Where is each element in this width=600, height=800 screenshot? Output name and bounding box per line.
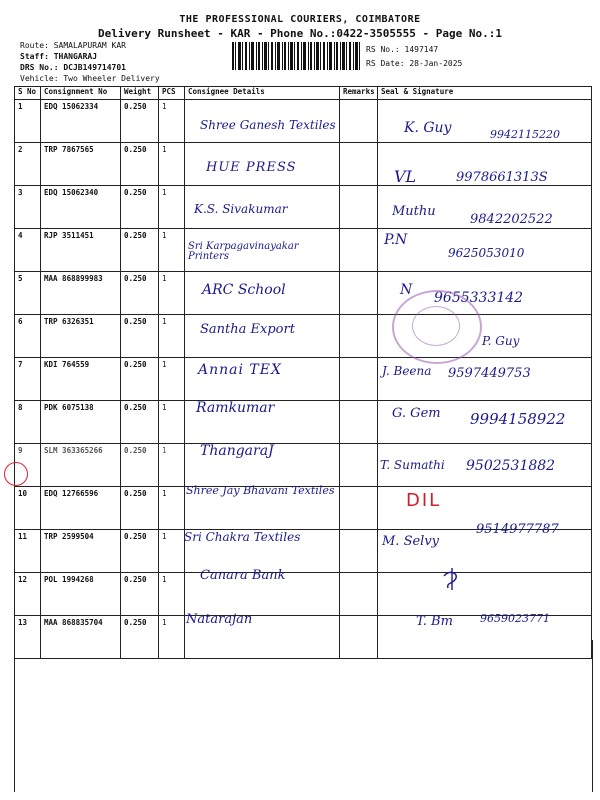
signature: K. Guy <box>404 120 452 136</box>
signature-mark <box>440 566 464 592</box>
consignment-cell: TRP 7867565 <box>41 143 121 186</box>
sno-cell: 2 <box>15 143 41 186</box>
signature: J. Beena <box>382 364 432 378</box>
consignment-cell: MAA 868835704 <box>41 616 121 659</box>
column-header-pcs: PCS <box>159 87 185 100</box>
signature-phone: 9978661313S <box>456 170 548 185</box>
handwritten-consignee: Ramkumar <box>196 400 275 416</box>
remarks-cell <box>340 229 378 272</box>
handwritten-consignee: Santha Export <box>200 322 295 337</box>
pcs-cell: 1 <box>159 229 185 272</box>
column-header-weight: Weight <box>121 87 159 100</box>
handwritten-consignee: Shree Ganesh Textiles <box>200 118 336 132</box>
column-header-sno: S No <box>15 87 41 100</box>
route-line: Route: SAMALAPURAM KAR <box>20 41 126 50</box>
weight-cell: 0.250 <box>121 401 159 444</box>
pcs-cell: 1 <box>159 444 185 487</box>
pcs-cell: 1 <box>159 143 185 186</box>
signature-phone: 9655333142 <box>434 290 524 306</box>
pcs-cell: 1 <box>159 100 185 143</box>
signature-phone: 9994158922 <box>470 410 566 428</box>
remarks-cell <box>340 100 378 143</box>
sno-cell: 7 <box>15 358 41 401</box>
pcs-cell: 1 <box>159 573 185 616</box>
weight-cell: 0.250 <box>121 315 159 358</box>
company-name: THE PROFESSIONAL COURIERS, COIMBATORE <box>179 14 421 25</box>
remarks-cell <box>340 186 378 229</box>
sno-cell: 5 <box>15 272 41 315</box>
weight-cell: 0.250 <box>121 229 159 272</box>
sno-cell: 8 <box>15 401 41 444</box>
remarks-cell <box>340 401 378 444</box>
sno-cell: 9 <box>15 444 41 487</box>
sno-cell: 11 <box>15 530 41 573</box>
signature: P. Guy <box>482 334 520 348</box>
weight-cell: 0.250 <box>121 143 159 186</box>
handwritten-consignee: K.S. Sivakumar <box>194 202 288 216</box>
rs-number: RS No.: 1497147 <box>366 45 439 54</box>
pcs-cell: 1 <box>159 358 185 401</box>
rs-date: RS Date: 28-Jan-2025 <box>366 59 463 68</box>
column-header-consignee: Consignee Details <box>185 87 340 100</box>
remarks-cell <box>340 315 378 358</box>
weight-cell: 0.250 <box>121 530 159 573</box>
runsheet-meta-left <box>20 40 160 84</box>
handwritten-consignee: Shree Jay Bhavani Textiles <box>186 484 335 497</box>
drs-line: DRS No.: DCJB149714701 <box>20 63 126 72</box>
consignment-cell: EDQ 15062334 <box>41 100 121 143</box>
sno-cell: 13 <box>15 616 41 659</box>
remarks-cell <box>340 530 378 573</box>
consignment-cell: EDQ 15062340 <box>41 186 121 229</box>
pcs-cell: 1 <box>159 272 185 315</box>
weight-cell: 0.250 <box>121 616 159 659</box>
weight-cell: 0.250 <box>121 358 159 401</box>
handwritten-consignee: ThangaraJ <box>200 443 274 459</box>
barcode <box>232 42 360 70</box>
seal-stamp-inner <box>412 306 460 346</box>
pcs-cell: 1 <box>159 616 185 659</box>
handwritten-consignee: Natarajan <box>186 612 253 627</box>
remarks-cell <box>340 358 378 401</box>
consignment-cell: EDQ 12766596 <box>41 487 121 530</box>
highlight-circle <box>4 462 28 486</box>
signature: M. Selvy <box>382 534 440 549</box>
weight-cell: 0.250 <box>121 487 159 530</box>
signature: DIL <box>406 490 442 511</box>
signature-phone: 9502531882 <box>466 458 556 474</box>
consignment-cell: PDK 6075138 <box>41 401 121 444</box>
runsheet-meta-right <box>366 43 462 71</box>
consignment-cell: KDI 764559 <box>41 358 121 401</box>
consignment-cell: TRP 6326351 <box>41 315 121 358</box>
signature: G. Gem <box>392 406 441 421</box>
sno-cell: 6 <box>15 315 41 358</box>
runsheet-title: Delivery Runsheet - KAR - Phone No.:0422-3505555 - Page No.:1 <box>98 27 502 40</box>
signature: P.N <box>384 232 408 248</box>
seal-stamp <box>392 290 482 364</box>
signature: VL <box>394 167 417 186</box>
signature-phone: 9514977787 <box>476 522 559 537</box>
column-header-signature: Seal & Signature <box>378 87 592 100</box>
table-header-row <box>15 87 592 100</box>
remarks-cell <box>340 272 378 315</box>
sno-cell: 1 <box>15 100 41 143</box>
weight-cell: 0.250 <box>121 444 159 487</box>
handwritten-consignee: Canara Bank <box>200 568 286 583</box>
handwritten-consignee: ARC School <box>202 282 286 298</box>
signature: N <box>400 282 413 298</box>
signature-phone: 9597449753 <box>448 366 531 381</box>
sno-cell: 10 <box>15 487 41 530</box>
consignment-cell: RJP 3511451 <box>41 229 121 272</box>
pcs-cell: 1 <box>159 315 185 358</box>
vehicle-line: Vehicle: Two Wheeler Delivery <box>20 74 160 83</box>
column-header-consignment: Consignment No <box>41 87 121 100</box>
sno-cell: 3 <box>15 186 41 229</box>
table-row <box>15 573 592 616</box>
pcs-cell: 1 <box>159 186 185 229</box>
weight-cell: 0.250 <box>121 100 159 143</box>
remarks-cell <box>340 444 378 487</box>
signature-phone: 9625053010 <box>448 246 525 260</box>
table-empty-area <box>14 640 593 792</box>
consignment-cell: TRP 2599504 <box>41 530 121 573</box>
pcs-cell: 1 <box>159 487 185 530</box>
consignment-cell: MAA 868899983 <box>41 272 121 315</box>
pcs-cell: 1 <box>159 401 185 444</box>
handwritten-consignee: Annai TEX <box>198 362 282 378</box>
pcs-cell: 1 <box>159 530 185 573</box>
sno-cell: 4 <box>15 229 41 272</box>
handwritten-consignee: Sri Karpagavinayakar Printers <box>188 241 299 262</box>
signature-phone: 9659023771 <box>480 612 550 625</box>
consignment-cell: SLM 363365266 <box>41 444 121 487</box>
column-header-remarks: Remarks <box>340 87 378 100</box>
signature-phone: 9842202522 <box>470 212 553 227</box>
signature: T. Bm <box>416 614 453 629</box>
weight-cell: 0.250 <box>121 573 159 616</box>
handwritten-consignee: Sri Chakra Textiles <box>184 530 301 544</box>
staff-line: Staff: THANGARAJ <box>20 52 98 61</box>
weight-cell: 0.250 <box>121 272 159 315</box>
remarks-cell <box>340 573 378 616</box>
remarks-cell <box>340 487 378 530</box>
weight-cell: 0.250 <box>121 186 159 229</box>
remarks-cell <box>340 143 378 186</box>
handwritten-consignee: HUE PRESS <box>206 160 297 175</box>
signature: Muthu <box>392 204 436 219</box>
signature-phone: 9942115220 <box>490 128 560 141</box>
consignment-cell: POL 1994268 <box>41 573 121 616</box>
signature-cell <box>378 573 592 616</box>
signature: T. Sumathi <box>380 458 445 472</box>
sno-cell: 12 <box>15 573 41 616</box>
